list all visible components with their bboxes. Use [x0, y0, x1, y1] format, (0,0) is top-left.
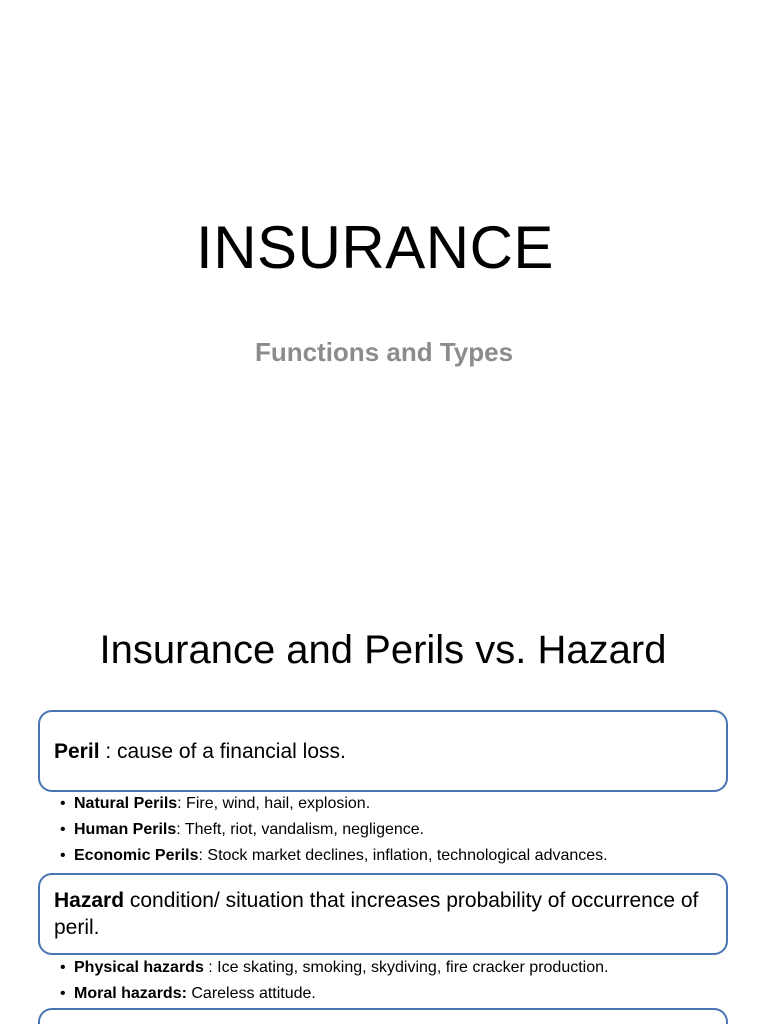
peril-definition-text: : cause of a financial loss. [99, 739, 346, 763]
next-definition-box [38, 1008, 728, 1024]
list-item [58, 955, 758, 981]
list-item-term: Moral hazards: [74, 985, 187, 1002]
list-item-text: : Fire, wind, hail, explosion. [177, 795, 371, 812]
list-item-term: Natural Perils [74, 795, 178, 812]
bullet-icon: • [60, 847, 66, 864]
hazard-definition-box [38, 873, 728, 955]
peril-definition [54, 738, 346, 765]
peril-definition-box [38, 710, 728, 792]
slide-title: Insurance and Perils vs. Hazard [99, 628, 667, 672]
list-item [58, 817, 758, 843]
hazard-definition [54, 887, 712, 941]
list-item-text: : Stock market declines, inflation, technological advances. [198, 847, 608, 864]
bullet-icon: • [60, 821, 66, 838]
list-item [58, 981, 758, 1007]
list-item [58, 843, 758, 869]
list-item-text: : Theft, riot, vandalism, negligence. [176, 821, 425, 838]
list-item-term: Physical hazards [74, 959, 204, 976]
hazard-definition-text: condition/ situation that increases probability of occurrence of peril. [54, 889, 699, 939]
list-item [58, 791, 758, 817]
presentation-title: INSURANCE [196, 214, 554, 281]
list-item-text: Careless attitude. [186, 985, 316, 1002]
list-item-term: Human Perils [74, 821, 177, 838]
list-item-text: : Ice skating, smoking, skydiving, fire cracker production. [203, 959, 609, 976]
peril-types-list [58, 791, 758, 869]
bullet-icon: • [60, 795, 66, 812]
list-item-term: Economic Perils [74, 847, 199, 864]
peril-term: Peril [54, 739, 100, 763]
hazard-types-list [58, 955, 758, 1007]
bullet-icon: • [60, 959, 66, 976]
presentation-subtitle: Functions and Types [254, 337, 514, 367]
bullet-icon: • [60, 985, 66, 1002]
perils-hazard-slide [0, 576, 768, 1024]
hazard-term: Hazard [54, 889, 125, 912]
